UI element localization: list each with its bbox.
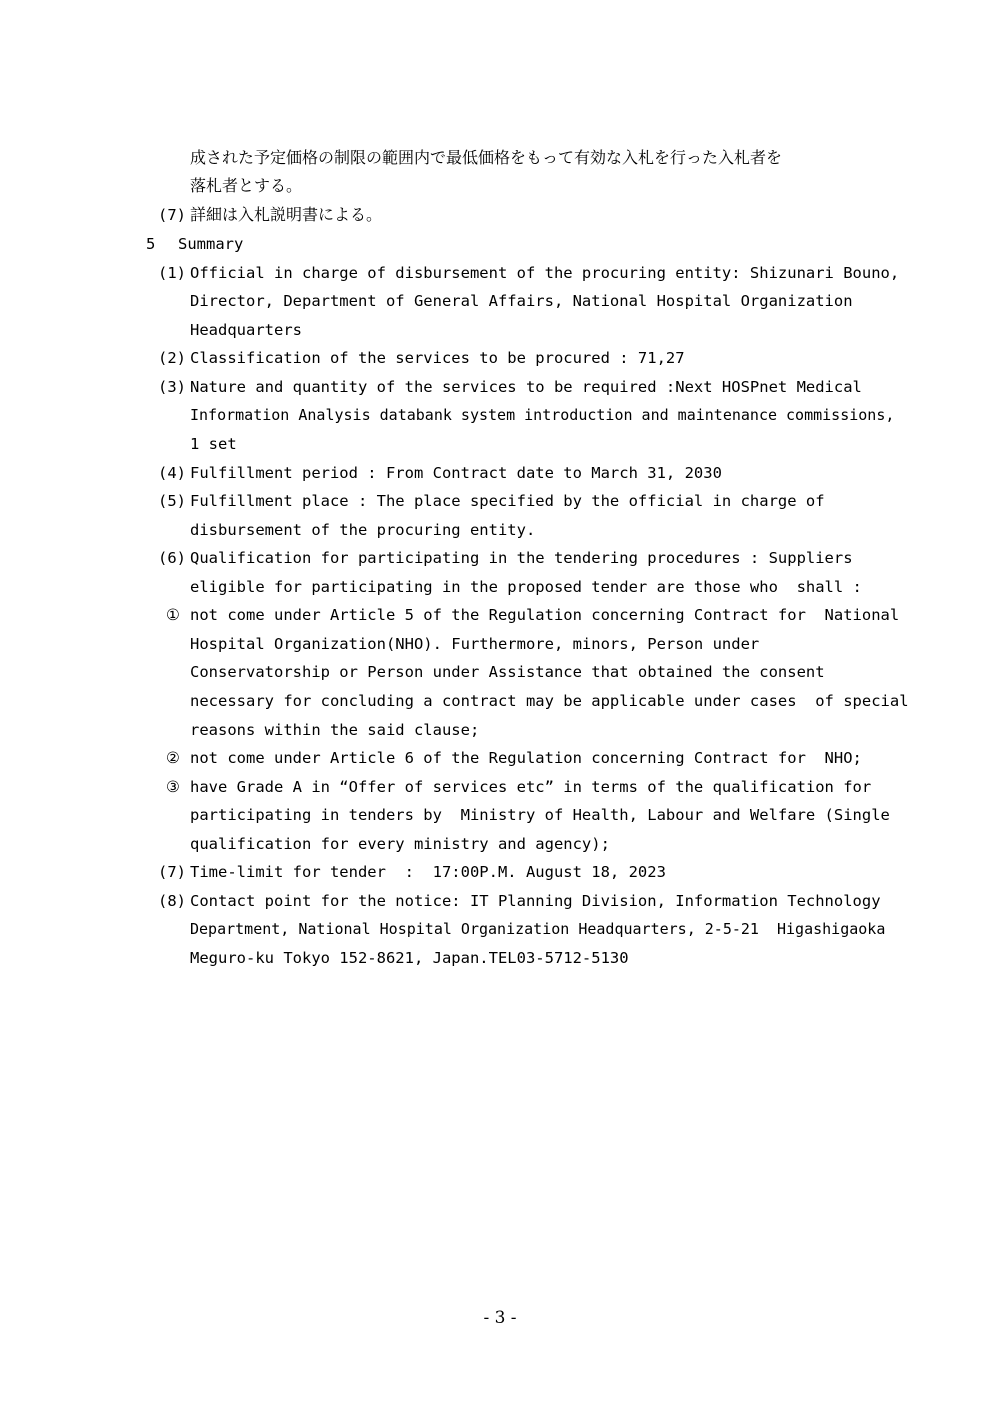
item-8-marker: (8) xyxy=(158,892,186,910)
item-1-line-3: Headquarters xyxy=(190,321,302,339)
sub-item-1-line-5: reasons within the said clause; xyxy=(190,721,480,739)
item-8-line-2: Department, National Hospital Organization Headquarters, 2-5-21 Higashigaoka xyxy=(190,920,886,938)
sub-item-1-line-4: necessary for concluding a contract may be applicable under cases of special xyxy=(190,692,909,710)
item-1-line-1: Official in charge of disbursement of the procuring entity: Shizunari Bouno, xyxy=(190,264,900,282)
section-title: Summary xyxy=(178,235,244,253)
sub-item-3-marker: ③ xyxy=(166,778,180,796)
item-5-marker: (5) xyxy=(158,492,186,510)
item-8-line-3: Meguro-ku Tokyo 152-8621, Japan.TEL03-5712-5130 xyxy=(190,949,629,967)
item-1-marker: (1) xyxy=(158,264,186,282)
item-6-marker: (6) xyxy=(158,549,186,567)
item-7-jp-marker: (7) xyxy=(158,206,186,224)
item-2-marker: (2) xyxy=(158,349,186,367)
item-4-line-1: Fulfillment period : From Contract date to March 31, 2030 xyxy=(190,464,722,482)
item-3-line-1: Nature and quantity of the services to be required :Next HOSPnet Medical xyxy=(190,378,862,396)
item-3-line-3: 1 set xyxy=(190,435,237,453)
intro-line-1: 成された予定価格の制限の範囲内で最低価格をもって有効な入札を行った入札者を xyxy=(190,148,783,167)
sub-item-3-line-3: qualification for every ministry and agency); xyxy=(190,835,610,853)
section-number: 5 xyxy=(146,235,156,253)
intro-line-2: 落札者とする。 xyxy=(190,176,303,195)
sub-item-1-marker: ① xyxy=(166,606,180,624)
sub-item-2-line-1: not come under Article 6 of the Regulation concerning Contract for NHO; xyxy=(190,749,862,767)
item-3-marker: (3) xyxy=(158,378,186,396)
item-1-line-2: Director, Department of General Affairs, National Hospital Organization xyxy=(190,292,853,310)
sub-item-1-line-2: Hospital Organization(NHO). Furthermore, minors, Person under xyxy=(190,635,760,653)
sub-item-3-line-1: have Grade A in “Offer of services etc” in terms of the qualification for xyxy=(190,778,872,796)
item-4-marker: (4) xyxy=(158,464,186,482)
item-5-line-1: Fulfillment place : The place specified by the official in charge of xyxy=(190,492,825,510)
item-2-line-1: Classification of the services to be procured : 71,27 xyxy=(190,349,685,367)
item-5-line-2: disbursement of the procuring entity. xyxy=(190,521,536,539)
sub-item-1-line-1: not come under Article 5 of the Regulation concerning Contract for National xyxy=(190,606,900,624)
sub-item-2-marker: ② xyxy=(166,749,180,767)
item-7-line-1: Time-limit for tender : 17:00P.M. August 18, 2023 xyxy=(190,863,666,881)
item-3-line-2: Information Analysis databank system introduction and maintenance commissions, xyxy=(190,406,895,424)
sub-item-3-line-2: participating in tenders by Ministry of Health, Labour and Welfare (Single xyxy=(190,806,890,824)
item-6-line-2: eligible for participating in the proposed tender are those who shall : xyxy=(190,578,862,596)
page-number: - 3 - xyxy=(483,1308,517,1328)
sub-item-1-line-3: Conservatorship or Person under Assistance that obtained the consent xyxy=(190,663,825,681)
item-7-marker: (7) xyxy=(158,863,186,881)
item-6-line-1: Qualification for participating in the tendering procedures : Suppliers xyxy=(190,549,853,567)
item-7-jp-text: 詳細は入札説明書による。 xyxy=(190,205,383,224)
item-8-line-1: Contact point for the notice: IT Planning Division, Information Technology xyxy=(190,892,881,910)
